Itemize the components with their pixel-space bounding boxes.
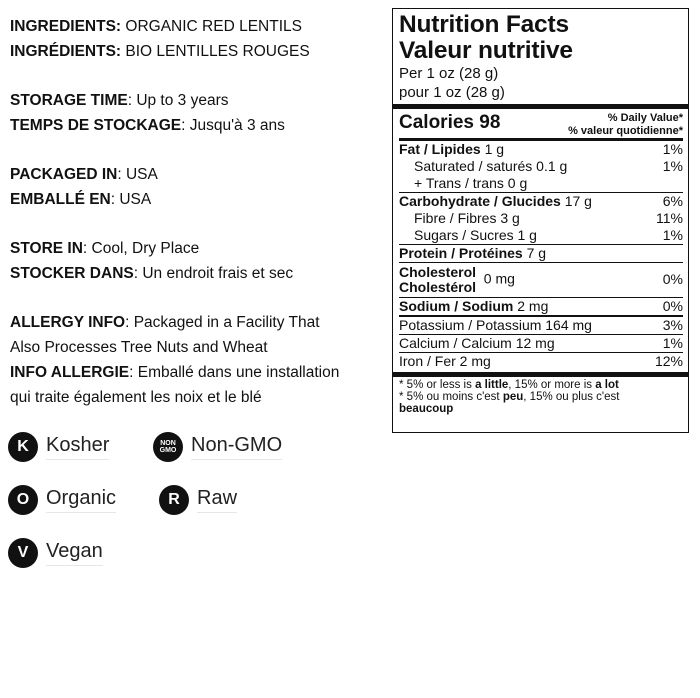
vegan-icon: V: [8, 538, 38, 568]
packaged-en: PACKAGED IN: USA: [10, 166, 158, 183]
organic-icon: O: [8, 485, 38, 515]
store-en: STORE IN: Cool, Dry Place: [10, 240, 200, 257]
badge-non-gmo: [153, 432, 282, 462]
sugars-row: Sugars / Sucres 1 g 1%: [414, 226, 683, 243]
badge-raw: [159, 485, 237, 515]
sodium-row: Sodium / Sodium 2 mg 0%: [399, 297, 683, 314]
footnote-en: * 5% or less is a little, 15% or more is a lot: [399, 379, 619, 391]
protein-row: Protein / Protéines 7 g: [399, 244, 547, 261]
badge-kosher: [8, 432, 109, 462]
potassium-row: Potassium / Potassium 164 mg 3%: [399, 317, 683, 333]
nutrition-title-en: Nutrition Facts: [399, 11, 569, 38]
calories-row: [399, 109, 683, 138]
storage-fr: TEMPS DE STOCKAGE: Jusqu'à 3 ans: [10, 117, 285, 134]
raw-icon: R: [159, 485, 189, 515]
nutrition-title-fr: Valeur nutritive: [399, 37, 573, 64]
calories-label: Calories 98: [399, 112, 501, 133]
packaged-fr: EMBALLÉ EN: USA: [10, 191, 152, 208]
badge-label: Kosher: [46, 434, 109, 460]
allergy-en-1: ALLERGY INFO: Packaged in a Facility That: [10, 314, 320, 331]
badge-label: Non-GMO: [191, 434, 282, 460]
carbohydrate-row: Carbohydrate / Glucides 17 g 6%: [399, 192, 683, 209]
storage-en: STORAGE TIME: Up to 3 years: [10, 92, 229, 109]
trans-row: + Trans / trans 0 g: [414, 174, 528, 191]
allergy-fr-1: INFO ALLERGIE: Emballé dans une installation: [10, 364, 340, 381]
allergy-en-2: Also Processes Tree Nuts and Wheat: [10, 339, 268, 356]
badge-organic: [8, 485, 116, 515]
ingredients-en: INGREDIENTS: ORGANIC RED LENTILS: [10, 18, 302, 35]
cholesterol-row: Cholesterol Cholestérol 0 mg 0%: [399, 263, 683, 295]
footnote-fr: * 5% ou moins c'est peu, 15% ou plus c'est beaucoup: [399, 391, 620, 415]
product-info: [10, 14, 382, 410]
fibre-row: Fibre / Fibres 3 g 11%: [414, 209, 683, 226]
badge-vegan: [8, 538, 103, 568]
badge-label: Organic: [46, 487, 116, 513]
calcium-row: Calcium / Calcium 12 mg 1%: [399, 335, 683, 351]
serving-size-fr: pour 1 oz (28 g): [399, 84, 505, 101]
badge-label: Raw: [197, 487, 237, 513]
daily-value-header: % Daily Value* % valeur quotidienne*: [568, 112, 683, 137]
iron-row: Iron / Fer 2 mg 12%: [399, 353, 683, 369]
saturated-row: Saturated / saturés 0.1 g 1%: [414, 157, 683, 174]
non-gmo-icon: NON GMO: [153, 432, 183, 462]
ingredients-fr: INGRÉDIENTS: BIO LENTILLES ROUGES: [10, 43, 310, 60]
fat-row: Fat / Lipides 1 g 1%: [399, 140, 683, 157]
kosher-icon: K: [8, 432, 38, 462]
nutrition-facts-table: [392, 8, 689, 433]
store-fr: STOCKER DANS: Un endroit frais et sec: [10, 265, 294, 282]
badge-label: Vegan: [46, 540, 103, 566]
serving-size-en: Per 1 oz (28 g): [399, 65, 499, 82]
allergy-fr-2: qui traite également les noix et le blé: [10, 389, 262, 406]
